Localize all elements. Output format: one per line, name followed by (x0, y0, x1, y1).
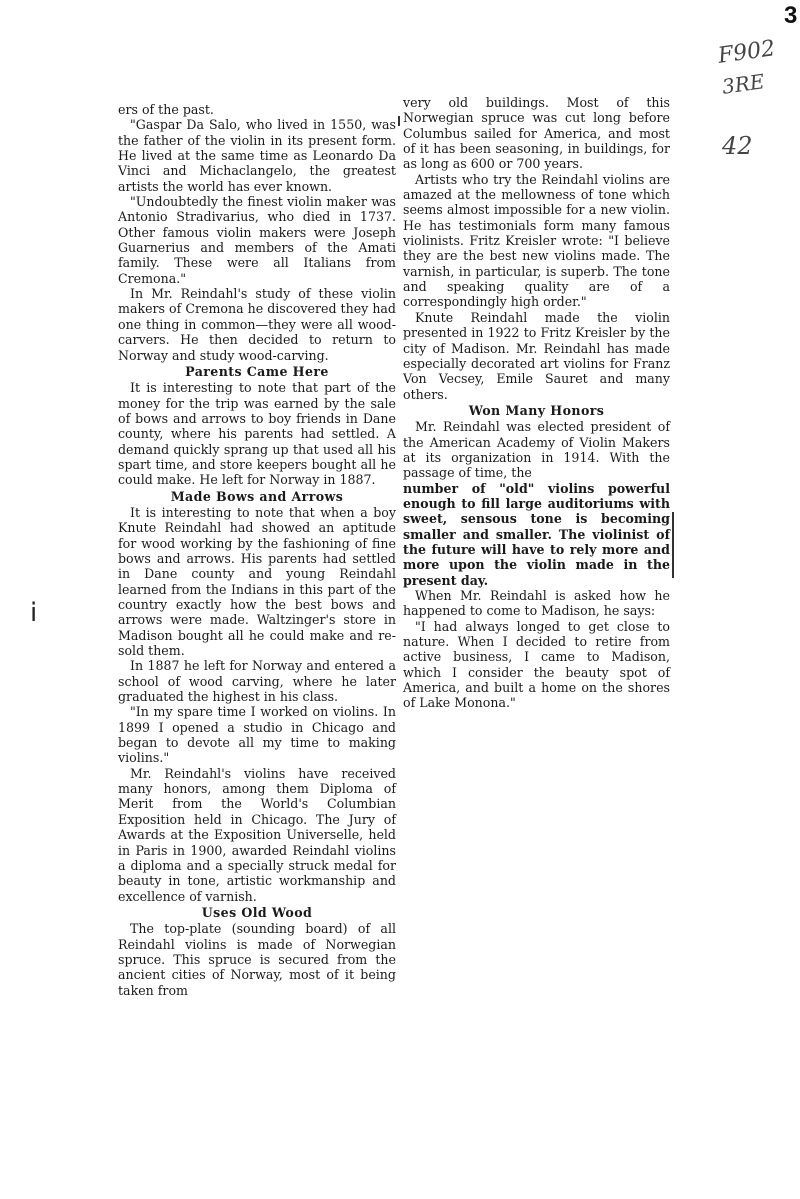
paragraph: In Mr. Reindahl's study of these violin makers of Cremona he discovered they had one thing in common—they were all wood-carvers. He then decided to return to Norway and study wood-carving. (118, 286, 396, 363)
paragraph: "Gaspar Da Salo, who lived in 1550, was the father of the violin in its present form. He lived at the same time as Leonardo Da Vinci and Michaclangelo, the greatest artists the world has ever known. (118, 117, 396, 194)
paragraph: In 1887 he left for Norway and entered a school of wood carving, where he later graduated the highest in his class. (118, 658, 396, 705)
margin-mark: ⅰ (30, 598, 38, 628)
paragraph: It is interesting to note that when a boy Knute Reindahl had showed an aptitude for wood working by the fashioning of fine bows and arrows. His parents had settled in Dane county and young Reindahl learned from the Indians in this part of the country exactly how the best bows and arrows were made. Waltzinger's store in Madison bought all he could make and re-sold them. (118, 504, 396, 659)
paragraph: "Undoubtedly the finest violin maker was Antonio Stradivarius, who died in 1737. Other famous violin makers were Joseph Guarnerius and members of the Amati family. These were all Italians from Cremona." (118, 194, 396, 286)
section-heading: Won Many Honors (468, 402, 605, 418)
paragraph: "I had always longed to get close to nature. When I decided to retire from active business, I came to Madison, which I consider the beauty spot of America, and built a home on the shores of Lake Monona." (403, 618, 670, 711)
paragraph: Mr. Reindahl's violins have received many honors, among them Diploma of Merit from the World's Columbian Exposition held in Chicago. The Jury of Awards at the Exposition Universelle, held in Paris in 1900, awarded Reindahl violins a diploma and a specially struck medal for beauty in tone, artistic workmanship and excellence of varnish. (118, 765, 396, 904)
column-mark (398, 116, 400, 126)
handwritten-code-line2: 3RE (720, 69, 766, 99)
paragraph: When Mr. Reindahl is asked how he happened to come to Madison, he says: (403, 588, 670, 619)
paragraph: Mr. Reindahl was elected president of the American Academy of Violin Makers at its organization in 1914. With the passage of time, the (403, 419, 670, 481)
paragraph: number of "old" violins powerful enough to fill large auditoriums with sweet, sensous tone is becoming smaller and smaller. The violinist of the future will have to rely more and more upon the violin made in the present day. (403, 480, 670, 588)
section-heading: Parents Came Here (185, 363, 329, 379)
page-number: 3 (784, 2, 798, 29)
paragraph: very old buildings. Most of this Norwegian spruce was cut long before Columbus sailed for America, and most of it has been seasoning, in buildings, for as long as 600 or 700 years. (403, 95, 670, 172)
paragraph: The top-plate (sounding board) of all Reindahl violins is made of Norwegian spruce. This spruce is secured from the ancient cities of Norway, most of it being taken from (118, 921, 396, 998)
paragraph: Knute Reindahl made the violin presented in 1922 to Fritz Kreisler by the city of Madison. Mr. Reindahl has made especially decorated art violins for Franz Von Vecsey, Emile Sauret and many others. (403, 309, 670, 402)
section-heading: Made Bows and Arrows (170, 488, 344, 504)
paragraph: It is interesting to note that part of the money for the trip was earned by the sale of bows and arrows to boy friends in Dane county, where his parents had settled. A demand quickly sprang up that used all his spart time, and store keepers bought all he could make. He left for Norway in 1887. (118, 380, 396, 488)
paragraph: "In my spare time I worked on violins. In 1899 I opened a studio in Chicago and began to devote all my time to making violins." (118, 704, 396, 766)
column-mark (672, 512, 674, 578)
right-column (403, 95, 670, 711)
left-column (118, 102, 396, 998)
handwritten-code-line1: F902 (716, 36, 777, 69)
handwritten-number: 42 (722, 132, 753, 160)
paragraph: ers of the past. (118, 102, 214, 117)
paragraph: Artists who try the Reindahl violins are amazed at the mellowness of tone which seems almost impossible for a new violin. He has testimonials form many famous violinists. Fritz Kreisler wrote: "I believe they are the best new violins made. The varnish, in particular, is superb. The tone and speaking quality are of a correspondingly high order." (403, 171, 670, 310)
section-heading: Uses Old Wood (201, 904, 313, 920)
